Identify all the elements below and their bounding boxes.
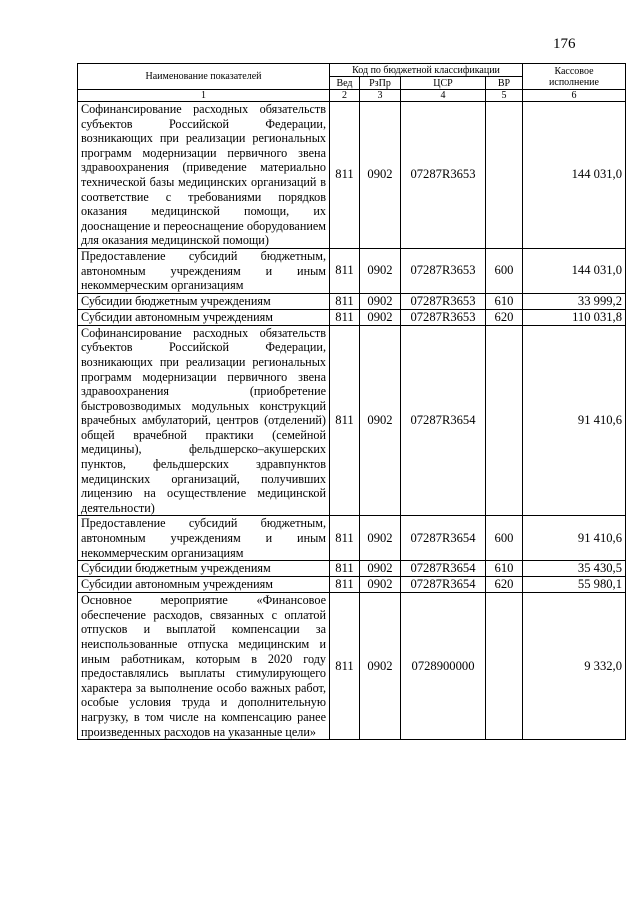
header-cash-line1: Кассовое [554, 65, 594, 77]
row-rzpr: 0902 [360, 248, 401, 293]
row-rzpr: 0902 [360, 516, 401, 561]
column-number: 6 [523, 90, 626, 102]
row-amount: 91 410,6 [523, 516, 626, 561]
table-row [78, 102, 626, 249]
row-vr: 610 [486, 293, 523, 309]
table-row [78, 248, 626, 293]
row-csr: 07287R3653 [401, 248, 486, 293]
column-number: 5 [486, 90, 523, 102]
table-header [78, 64, 626, 102]
row-csr: 07287R3653 [401, 293, 486, 309]
row-amount: 55 980,1 [523, 577, 626, 593]
row-ved: 811 [330, 309, 360, 325]
row-csr: 07287R3654 [401, 516, 486, 561]
row-name: Предоставление субсидий бюджетным, автономным учреждениям и иным некоммерческим организациям [78, 516, 330, 561]
row-ved: 811 [330, 293, 360, 309]
header-vr: ВР [486, 77, 523, 90]
row-ved: 811 [330, 325, 360, 516]
header-ved: Вед [330, 77, 360, 90]
row-csr: 07287R3654 [401, 577, 486, 593]
row-name: Софинансирование расходных обязательств субъектов Российской Федерации, возникающих при реализации региональных программ модернизации первичного звена здравоохранения (приобретение быстровозводимых модульных конструкций врачебных амбулаторий, центров (отделений) общей врачебной практики (семейной медицины), фельдшерско–акушерских пунктов, фельдшерских здравпунктов медицинских организаций, получивших лицензию на осуществление медицинской деятельности) [78, 325, 330, 516]
table-row [78, 325, 626, 516]
row-amount: 91 410,6 [523, 325, 626, 516]
table-row [78, 577, 626, 593]
row-vr [486, 593, 523, 740]
row-rzpr: 0902 [360, 309, 401, 325]
row-ved: 811 [330, 561, 360, 577]
row-name: Предоставление субсидий бюджетным, автономным учреждениям и иным некоммерческим организациям [78, 248, 330, 293]
row-vr: 610 [486, 561, 523, 577]
table-row [78, 593, 626, 740]
row-name: Субсидии автономным учреждениям [78, 577, 330, 593]
row-rzpr: 0902 [360, 561, 401, 577]
row-name: Основное мероприятие «Финансовое обеспечение расходов, связанных с оплатой отпусков и выплатой компенсации за неиспользованные отпуска медицинским и иным работникам, которым в 2020 году предоставлялись выплаты стимулирующего характера за выполнение особо важных работ, особые условия труда и дополнительную нагрузку, в том числе на компенсацию ранее произведенных расходов на указанные цели» [78, 593, 330, 740]
row-ved: 811 [330, 577, 360, 593]
column-number-row [78, 90, 626, 102]
table-row [78, 309, 626, 325]
row-ved: 811 [330, 516, 360, 561]
row-name: Субсидии автономным учреждениям [78, 309, 330, 325]
row-amount: 144 031,0 [523, 102, 626, 249]
row-amount: 35 430,5 [523, 561, 626, 577]
row-csr: 07287R3654 [401, 561, 486, 577]
row-csr: 07287R3653 [401, 102, 486, 249]
row-rzpr: 0902 [360, 593, 401, 740]
row-vr: 620 [486, 577, 523, 593]
row-amount: 33 999,2 [523, 293, 626, 309]
header-name: Наименование показателей [78, 64, 330, 90]
table-row [78, 561, 626, 577]
row-amount: 110 031,8 [523, 309, 626, 325]
row-name: Субсидии бюджетным учреждениям [78, 293, 330, 309]
row-rzpr: 0902 [360, 577, 401, 593]
row-ved: 811 [330, 248, 360, 293]
table-row [78, 516, 626, 561]
row-vr: 600 [486, 248, 523, 293]
row-name: Субсидии бюджетным учреждениям [78, 561, 330, 577]
row-vr [486, 102, 523, 249]
row-vr [486, 325, 523, 516]
row-csr: 07287R3654 [401, 325, 486, 516]
row-csr: 0728900000 [401, 593, 486, 740]
budget-table [77, 63, 626, 740]
row-rzpr: 0902 [360, 325, 401, 516]
header-code-group: Код по бюджетной классификации [330, 64, 523, 77]
column-number: 3 [360, 90, 401, 102]
row-amount: 144 031,0 [523, 248, 626, 293]
column-number: 4 [401, 90, 486, 102]
header-cash-line2: исполнение [549, 76, 599, 88]
header-csr: ЦСР [401, 77, 486, 90]
row-csr: 07287R3653 [401, 309, 486, 325]
row-vr: 600 [486, 516, 523, 561]
row-rzpr: 0902 [360, 293, 401, 309]
column-number: 1 [78, 90, 330, 102]
header-cash-execution [523, 64, 626, 90]
table-row [78, 293, 626, 309]
column-number: 2 [330, 90, 360, 102]
page-number: 176 [553, 36, 576, 52]
row-ved: 811 [330, 593, 360, 740]
row-ved: 811 [330, 102, 360, 249]
row-amount: 9 332,0 [523, 593, 626, 740]
row-rzpr: 0902 [360, 102, 401, 249]
header-rzpr: РзПр [360, 77, 401, 90]
row-name: Софинансирование расходных обязательств субъектов Российской Федерации, возникающих при реализации региональных программ модернизации первичного звена здравоохранения (приведение материально технической базы медицинских организаций в соответствие с требованиями порядков оказания медицинской помощи, их дооснащение и переоснащение оборудованием для оказания медицинской помощи) [78, 102, 330, 249]
row-vr: 620 [486, 309, 523, 325]
